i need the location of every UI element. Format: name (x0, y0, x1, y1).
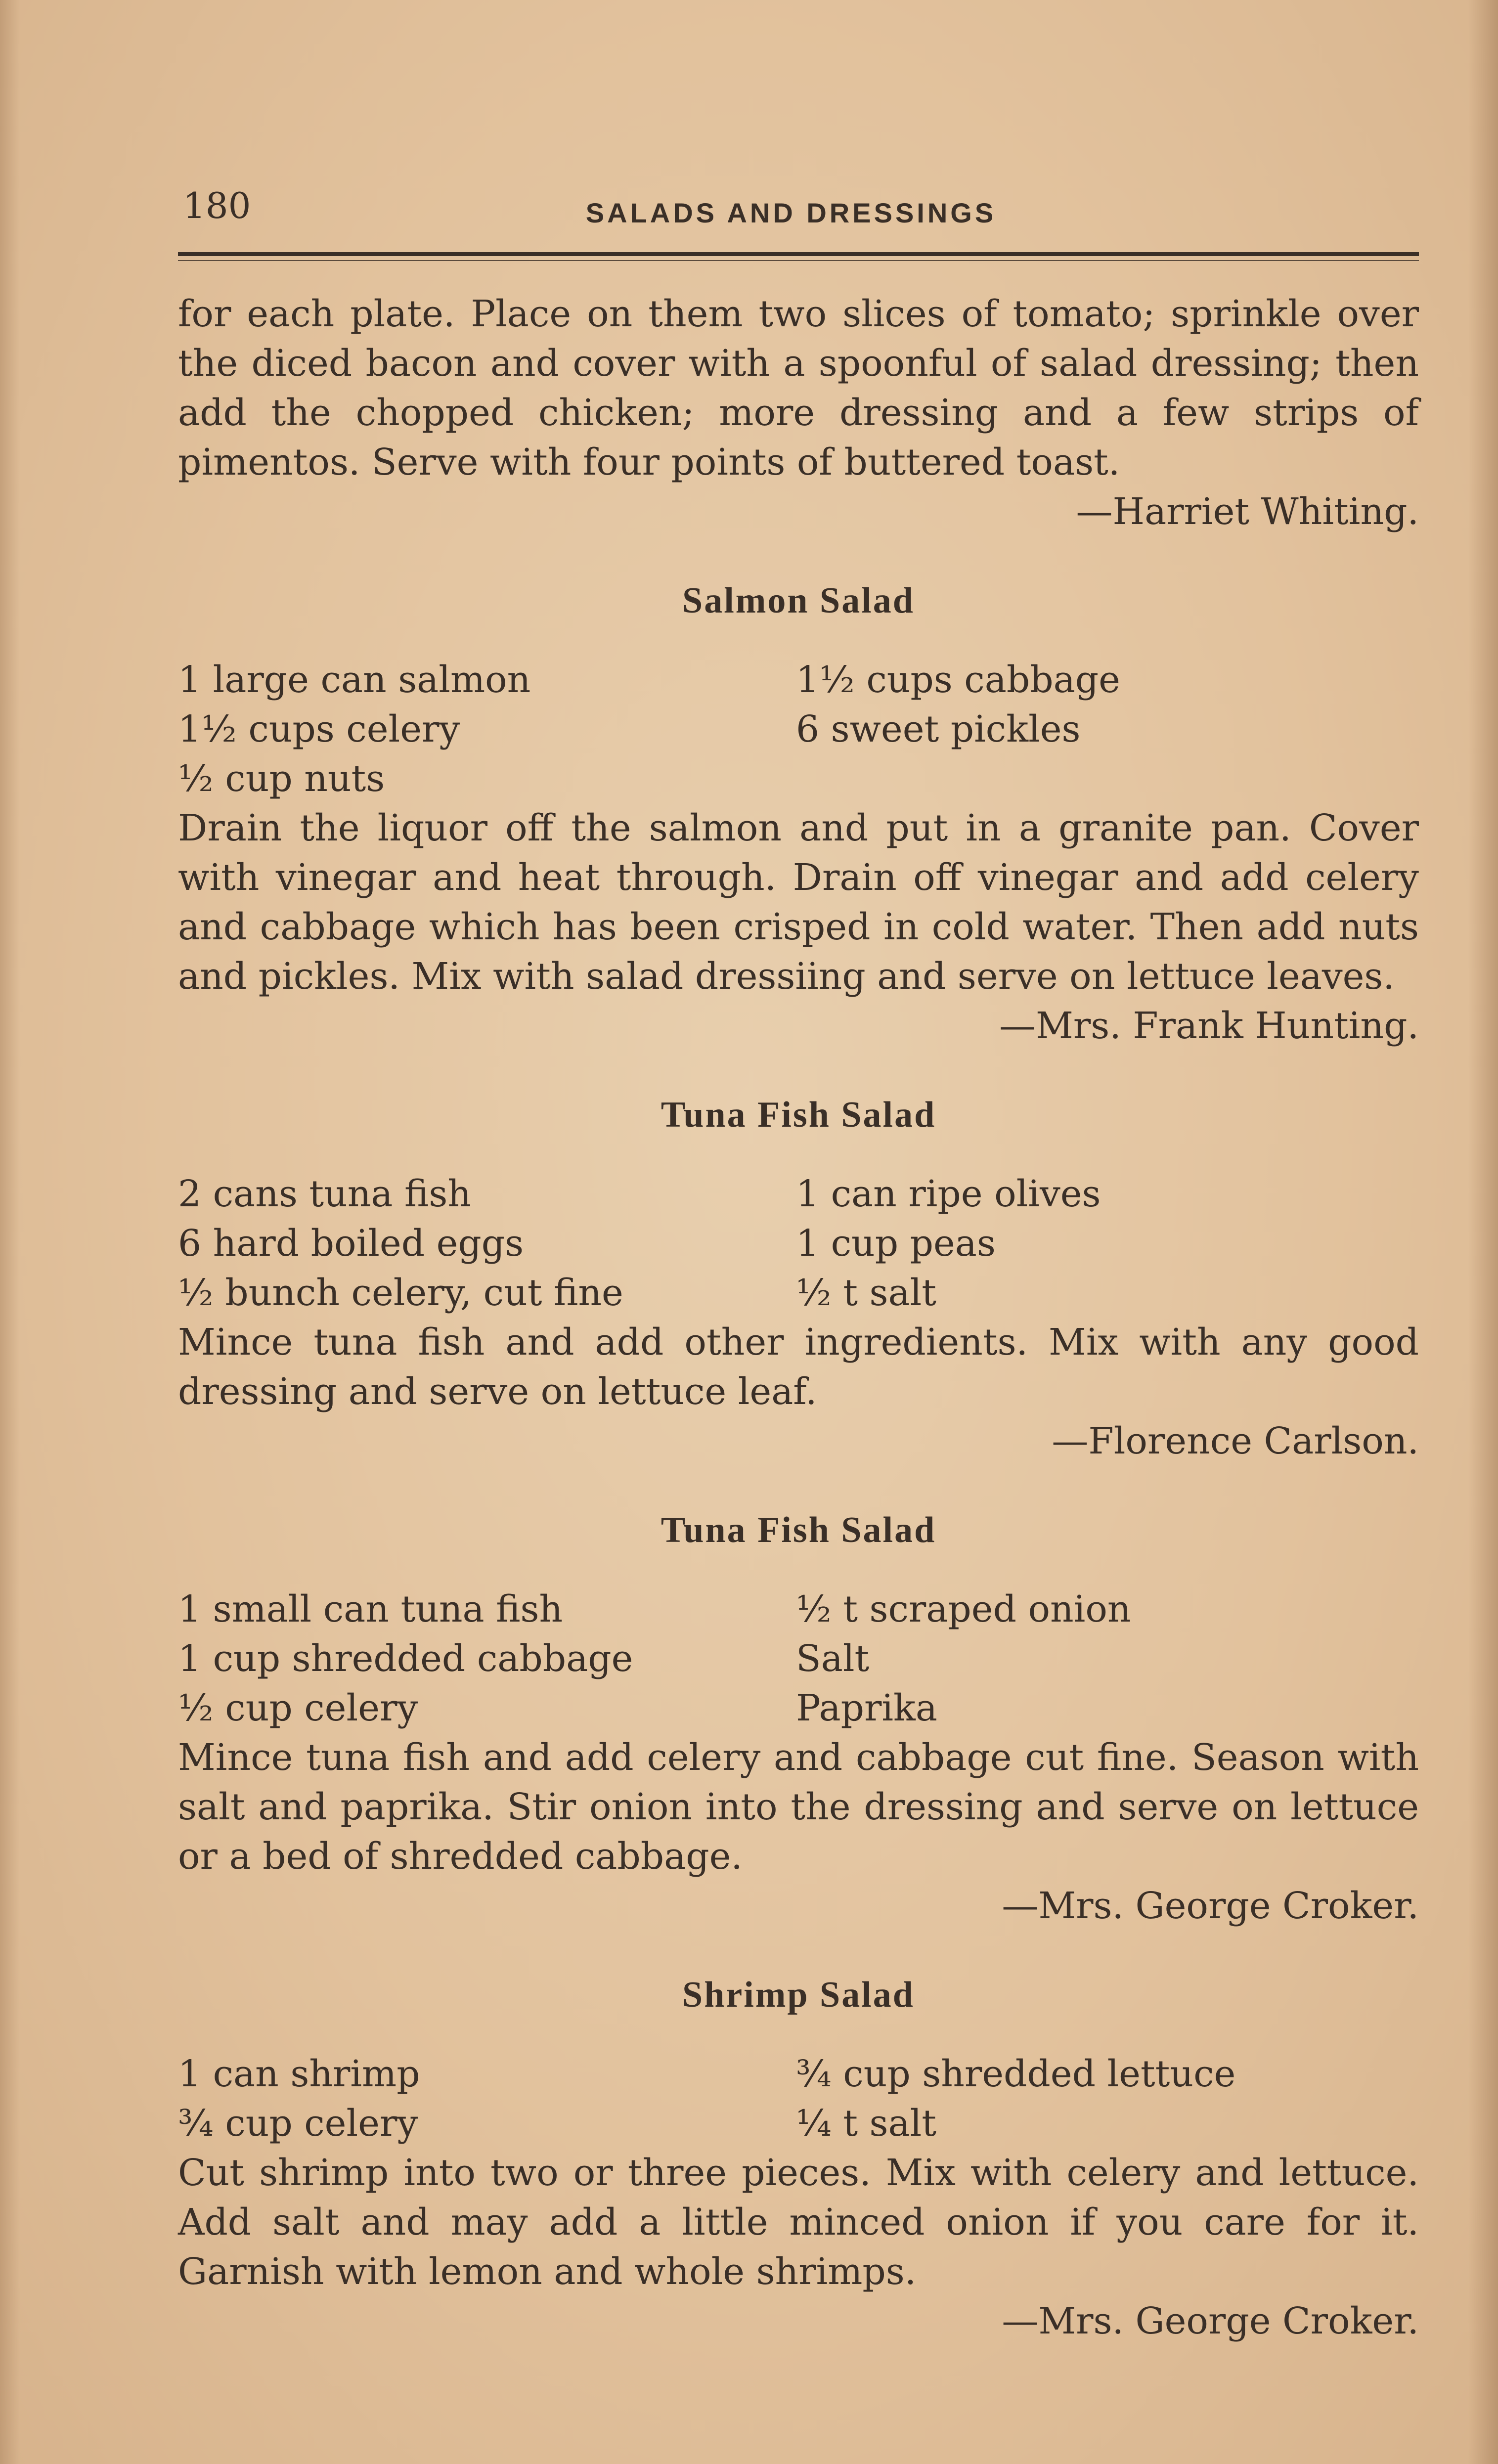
ingredients-right-column (796, 2049, 1419, 2148)
recipe-title: Shrimp Salad (682, 1975, 915, 2015)
ingredient: 1 can shrimp (178, 2053, 420, 2095)
ingredient: 1 cup peas (796, 1222, 996, 1265)
ingredient: 1½ cups celery (178, 708, 460, 750)
recipe-salmon-salad (178, 576, 1419, 1051)
page-edge-shadow-left (0, 0, 20, 2464)
ingredient: 6 sweet pickles (796, 708, 1081, 750)
recipe-title: Tuna Fish Salad (661, 1510, 936, 1550)
ingredient: ½ t scraped onion (796, 1588, 1131, 1630)
ingredient-list (178, 2049, 1419, 2148)
recipe-shrimp-salad (178, 1970, 1419, 2346)
recipe-method: Cut shrimp into two or three pieces. Mix with celery and lettuce. Add salt and may add a little minced onion if you care for it. Garnish with lemon and whole shrimps. (178, 2152, 1419, 2293)
ingredient: 2 cans tuna fish (178, 1173, 472, 1215)
ingredient: ¾ cup shredded lettuce (796, 2053, 1236, 2095)
ingredient-list (178, 655, 1419, 803)
intro-continuation (178, 289, 1419, 536)
ingredient: ½ bunch celery, cut fine (178, 1272, 623, 1314)
recipe-method: Mince tuna fish and add other ingredients. Mix with any good dressing and serve on lettuce leaf. (178, 1321, 1419, 1413)
ingredient: 1 small can tuna fish (178, 1588, 563, 1630)
ingredient: ¾ cup celery (178, 2102, 418, 2145)
ingredients-left-column (178, 655, 796, 803)
recipe-author: —Mrs. George Croker. (1002, 1885, 1419, 1927)
ingredient: ½ t salt (796, 1272, 937, 1314)
page-number: 180 (183, 185, 251, 226)
recipe-method: Drain the liquor off the salmon and put in a granite pan. Cover with vinegar and heat through. Drain off vinegar and add celery and cabbage which has been crisped in cold water. Then add nuts and pickles. Mix with salad dressiing and serve on lettuce leaves. (178, 807, 1419, 998)
recipe-title: Tuna Fish Salad (661, 1095, 936, 1135)
ingredients-left-column (178, 1169, 796, 1318)
running-head: SALADS AND DRESSINGS (585, 197, 997, 228)
header-rule-thin (178, 260, 1419, 261)
header-rule (178, 252, 1419, 256)
recipe-title: Salmon Salad (682, 580, 915, 621)
recipe-tuna-fish-salad-1 (178, 1090, 1419, 1466)
recipe-author: —Mrs. George Croker. (1002, 2300, 1419, 2342)
page-header (163, 185, 1419, 242)
intro-text: for each plate. Place on them two slices of tomato; sprinkle over the diced bacon and cover with a spoonful of salad dressing; then add the chopped chicken; more dressing and a few strips of pimentos. Serve with four points of buttered toast. (178, 293, 1419, 484)
ingredient: 6 hard boiled eggs (178, 1222, 524, 1265)
ingredient-list (178, 1584, 1419, 1733)
recipe-author: —Florence Carlson. (1052, 1420, 1419, 1462)
ingredients-right-column (796, 1169, 1419, 1318)
recipe-tuna-fish-salad-2 (178, 1505, 1419, 1931)
ingredient: 1½ cups cabbage (796, 659, 1120, 701)
ingredient: Salt (796, 1637, 870, 1680)
ingredients-right-column (796, 1584, 1419, 1733)
ingredient: 1 can ripe olives (796, 1173, 1101, 1215)
book-page (163, 185, 1419, 2342)
ingredient: ¼ t salt (796, 2102, 937, 2145)
intro-author: —Harriet Whiting. (1076, 490, 1419, 533)
ingredient: 1 cup shredded cabbage (178, 1637, 633, 1680)
ingredient-list (178, 1169, 1419, 1318)
ingredient: ½ cup nuts (178, 757, 385, 800)
recipe-author: —Mrs. Frank Hunting. (999, 1005, 1419, 1047)
recipe-method: Mince tuna fish and add celery and cabbage cut fine. Season with salt and paprika. Stir onion into the dressing and serve on lettuce or a bed of shredded cabbage. (178, 1736, 1419, 1878)
ingredient: Paprika (796, 1687, 937, 1729)
ingredient: ½ cup celery (178, 1687, 418, 1729)
ingredients-left-column (178, 2049, 796, 2148)
ingredients-left-column (178, 1584, 796, 1733)
ingredients-right-column (796, 655, 1419, 803)
page-body (178, 289, 1419, 2346)
page-edge-shadow-right (1468, 0, 1498, 2464)
ingredient: 1 large can salmon (178, 659, 531, 701)
